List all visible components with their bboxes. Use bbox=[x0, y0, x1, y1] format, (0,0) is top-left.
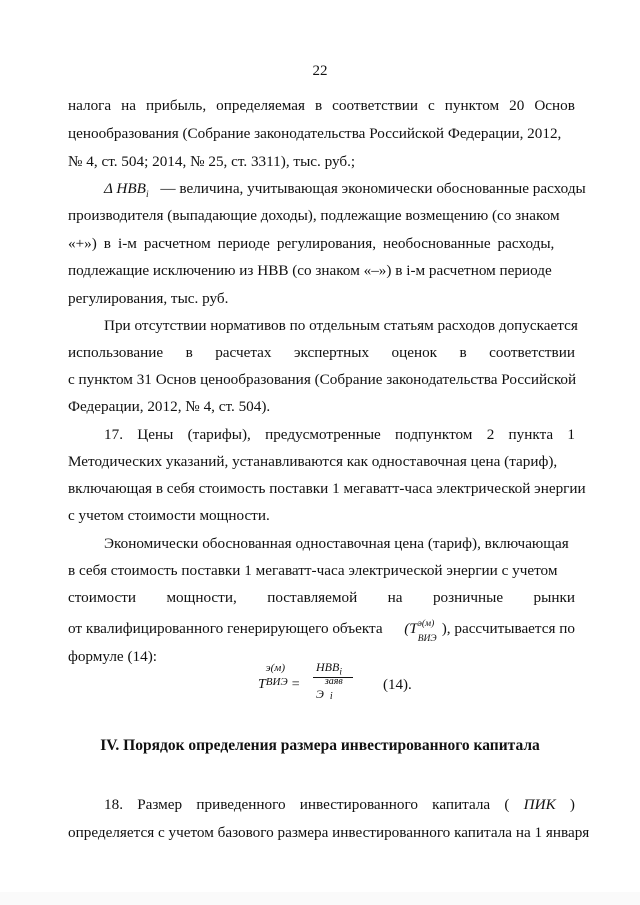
text-line-8: регулирования, тыс. руб. bbox=[68, 290, 229, 307]
word: 17. bbox=[104, 426, 123, 443]
word: определяемая bbox=[216, 97, 305, 114]
word: с bbox=[428, 97, 435, 114]
word: 1 bbox=[567, 426, 575, 443]
word: капитала bbox=[432, 796, 491, 813]
text-line-19 bbox=[68, 588, 575, 608]
word: ( bbox=[504, 796, 510, 813]
text-segment: ), рассчитывается по bbox=[441, 620, 575, 637]
word: приведенного bbox=[196, 796, 286, 813]
denominator-text: Э bbox=[316, 687, 324, 701]
word: поставляемой bbox=[267, 589, 358, 606]
word: инвестированного bbox=[299, 796, 418, 813]
text-line-22 bbox=[104, 795, 575, 815]
text-segment: от квалифицированного генерирующего объекта bbox=[68, 620, 383, 638]
word: налога bbox=[68, 97, 112, 114]
page-number: 22 bbox=[312, 63, 328, 79]
word: экспертных bbox=[293, 344, 370, 361]
denominator-subscript: i bbox=[329, 691, 333, 702]
word: на bbox=[121, 97, 137, 114]
text-line-2: ценообразования (Собрание законодательства Российской Федерации, 2012, bbox=[68, 125, 562, 142]
text-line-11: с пунктом 31 Основ ценообразования (Собрание законодательства Российской bbox=[68, 371, 577, 388]
numerator-subscript: i bbox=[339, 667, 342, 678]
text-line-23: определяется с учетом базового размера инвестированного капитала на 1 января bbox=[68, 824, 590, 841]
word: оценок bbox=[391, 344, 438, 361]
delta-nvv-symbol: Δ НВВ bbox=[104, 180, 146, 197]
word: в bbox=[185, 344, 193, 361]
text-line-5: производителя (выпадающие доходы), подлежащие возмещению (со знаком bbox=[68, 207, 560, 224]
word: Цены bbox=[137, 426, 174, 443]
text-line-20 bbox=[68, 618, 575, 644]
word: предусмотренные bbox=[265, 426, 381, 443]
word: в bbox=[315, 97, 323, 114]
word: Основ bbox=[534, 97, 575, 114]
text-line-17: Экономически обоснованная одноставочная цена (тариф), включающая bbox=[104, 535, 569, 552]
lhs-superscript: э(м) bbox=[265, 662, 285, 674]
word: рынки bbox=[533, 589, 575, 606]
word: 20 bbox=[509, 97, 525, 114]
numerator-text: НВВ bbox=[316, 660, 340, 674]
subscript: ВИЭ bbox=[417, 633, 437, 644]
text-line-10 bbox=[68, 343, 575, 363]
definition-text: — величина, учитывающая экономически обоснованные расходы bbox=[160, 180, 586, 197]
word: на bbox=[387, 589, 403, 606]
word: пунктом bbox=[444, 97, 500, 114]
text-line-6: «+») в i-м расчетном периоде регулирования, необоснованные расходы, bbox=[68, 235, 555, 252]
denominator-superscript: заяв bbox=[324, 676, 343, 687]
index-subscript: i bbox=[145, 190, 149, 201]
page-bottom-edge bbox=[0, 892, 640, 905]
tariff-T: T bbox=[258, 677, 266, 692]
text-line-12: Федерации, 2012, № 4, ст. 504). bbox=[68, 398, 271, 415]
superscript: э(м) bbox=[417, 618, 435, 629]
formula-lhs bbox=[258, 662, 300, 693]
word: пункта bbox=[508, 426, 554, 443]
formula-number: (14). bbox=[383, 677, 412, 693]
word: в bbox=[459, 344, 467, 361]
fraction-denominator bbox=[316, 678, 354, 702]
word: ) bbox=[569, 796, 575, 813]
word: соответствии bbox=[489, 344, 575, 361]
word: 18. bbox=[104, 796, 123, 813]
word: (тарифы), bbox=[187, 426, 251, 443]
text-line-9: При отсутствии нормативов по отдельным статьям расходов допускается bbox=[104, 317, 578, 334]
text-line-18: в себя стоимость поставки 1 мегаватт-часа электрической энергии с учетом bbox=[68, 562, 558, 579]
section-heading: IV. Порядок определения размера инвестированного капитала bbox=[100, 737, 540, 754]
lhs-subscript: ВИЭ bbox=[265, 676, 288, 688]
formula-14 bbox=[258, 660, 458, 720]
word: подпунктом bbox=[395, 426, 473, 443]
word: ПИК bbox=[523, 796, 556, 813]
text-line-1 bbox=[68, 96, 575, 116]
word: Размер bbox=[137, 796, 183, 813]
equals-sign: = bbox=[291, 677, 300, 692]
word: использование bbox=[68, 344, 164, 361]
word: стоимости bbox=[68, 589, 136, 606]
text-line-14: Методических указаний, устанавливаются как одноставочная цена (тариф), bbox=[68, 453, 558, 470]
inline-formula bbox=[404, 618, 575, 644]
text-line-21: формуле (14): bbox=[68, 648, 157, 665]
word: мощности, bbox=[166, 589, 237, 606]
text-line-13 bbox=[104, 425, 575, 445]
text-line-15: включающая в себя стоимость поставки 1 мегаватт-часа электрической энергии bbox=[68, 480, 586, 497]
fraction-numerator bbox=[316, 660, 342, 677]
word: прибыль, bbox=[146, 97, 207, 114]
word: 2 bbox=[486, 426, 495, 443]
tariff-symbol: (T bbox=[404, 620, 418, 637]
text-line-4 bbox=[104, 179, 586, 205]
text-line-16: с учетом стоимости мощности. bbox=[68, 507, 270, 524]
word: соответствии bbox=[332, 97, 418, 114]
word: розничные bbox=[432, 589, 504, 606]
text-line-3: № 4, ст. 504; 2014, № 25, ст. 3311), тыс. руб.; bbox=[68, 153, 356, 170]
word: расчетах bbox=[215, 344, 272, 361]
text-line-7: подлежащие исключению из НВВ (со знаком «–») в i-м расчетном периоде bbox=[68, 262, 552, 279]
